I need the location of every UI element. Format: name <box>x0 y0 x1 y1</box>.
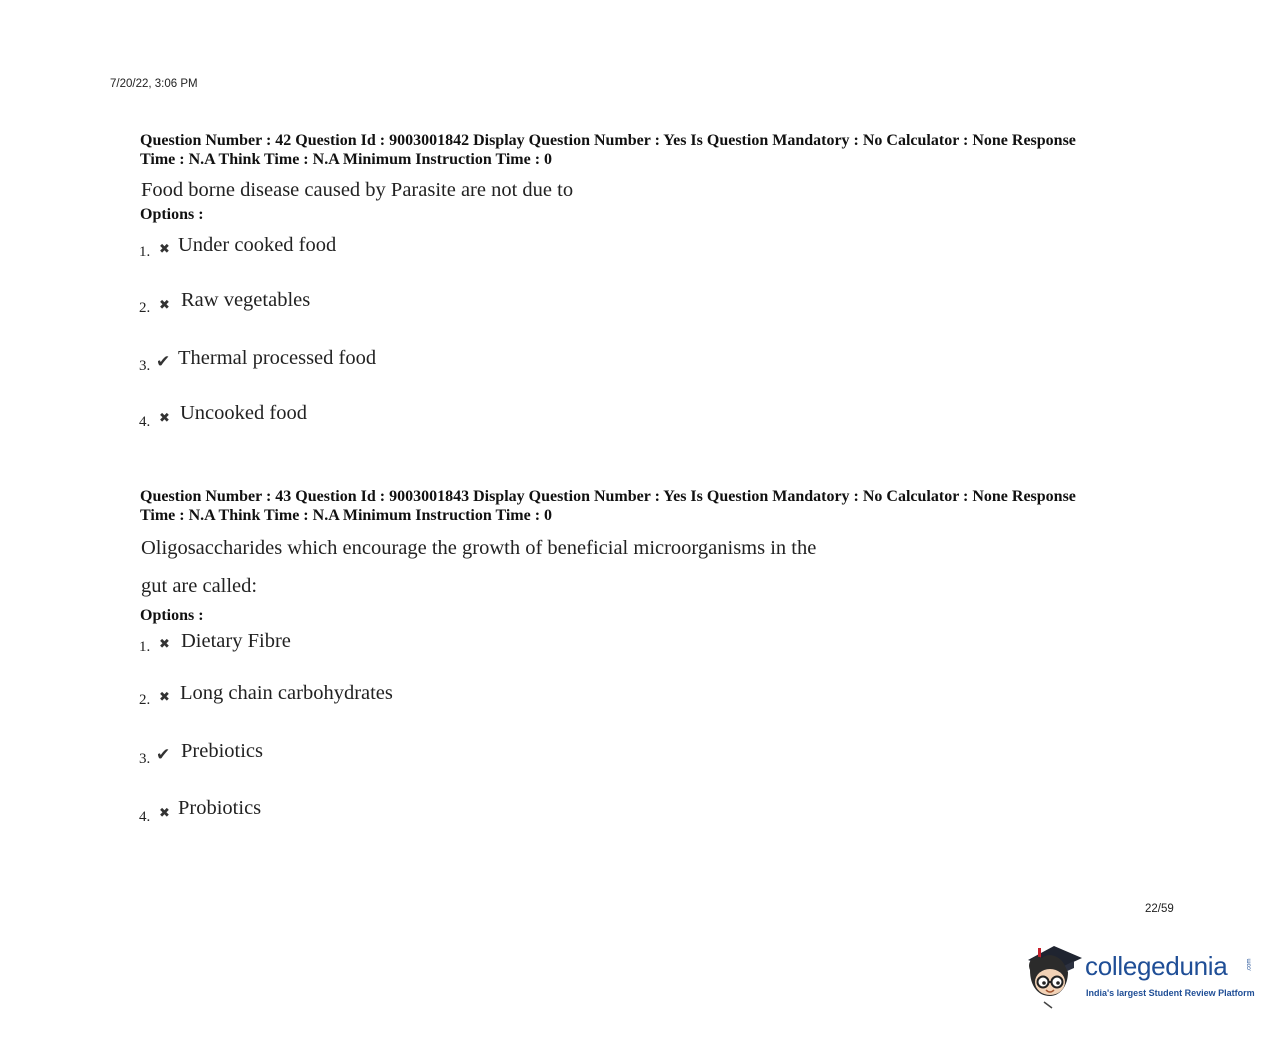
brand-tagline: India's largest Student Review Platform <box>1086 988 1255 998</box>
cross-icon: ✖ <box>159 636 170 651</box>
cross-icon: ✖ <box>159 410 170 425</box>
option-number: 4. <box>139 809 151 825</box>
question-meta-line: Time : N.A Think Time : N.A Minimum Instruction Time : 0 <box>140 507 553 524</box>
cross-icon: ✖ <box>159 241 170 256</box>
check-icon: ✔ <box>156 745 171 764</box>
question-43-text <box>141 529 1041 605</box>
check-icon: ✔ <box>156 352 171 371</box>
option-number: 1. <box>139 244 151 260</box>
option-text: Prebiotics <box>181 740 263 762</box>
question-text-line: Oligosaccharides which encourage the growth of beneficial microorganisms in the <box>141 537 817 559</box>
question-43-meta <box>140 487 1170 525</box>
question-meta-line: Time : N.A Think Time : N.A Minimum Instruction Time : 0 <box>140 151 553 168</box>
cross-icon: ✖ <box>159 689 170 704</box>
option-number: 3. <box>139 751 151 767</box>
page-number: 22/59 <box>1145 903 1174 915</box>
mascot-icon <box>1024 938 1086 1010</box>
option-number: 2. <box>139 300 151 316</box>
option-text: Raw vegetables <box>181 289 311 311</box>
question-42-text: Food borne disease caused by Parasite are not due to <box>141 179 574 201</box>
question-text-line: gut are called: <box>141 575 258 597</box>
option-text: Long chain carbohydrates <box>180 682 393 704</box>
brand-name: collegedunia <box>1085 951 1228 981</box>
options-label: Options : <box>140 206 204 223</box>
option-number: 2. <box>139 692 151 708</box>
option-text: Thermal processed food <box>178 347 377 369</box>
brand-suffix: .com <box>1246 958 1253 972</box>
option-text: Probiotics <box>178 797 262 819</box>
option-number: 4. <box>139 414 151 430</box>
collegedunia-logo <box>1024 938 1254 1013</box>
question-meta-line: Question Number : 42 Question Id : 9003001842 Display Question Number : Yes Is Question Mandatory : No Calculator : None Response <box>140 132 1076 149</box>
question-meta-line: Question Number : 43 Question Id : 9003001843 Display Question Number : Yes Is Question Mandatory : No Calculator : None Response <box>140 488 1076 505</box>
options-label: Options : <box>140 607 204 624</box>
cross-icon: ✖ <box>159 805 170 820</box>
option-text: Dietary Fibre <box>181 630 291 652</box>
option-number: 1. <box>139 639 151 655</box>
question-42-meta <box>140 131 1170 169</box>
option-number: 3. <box>139 358 151 374</box>
cross-icon: ✖ <box>159 297 170 312</box>
print-timestamp: 7/20/22, 3:06 PM <box>110 78 198 90</box>
option-text: Under cooked food <box>178 234 337 256</box>
option-text: Uncooked food <box>180 402 307 424</box>
